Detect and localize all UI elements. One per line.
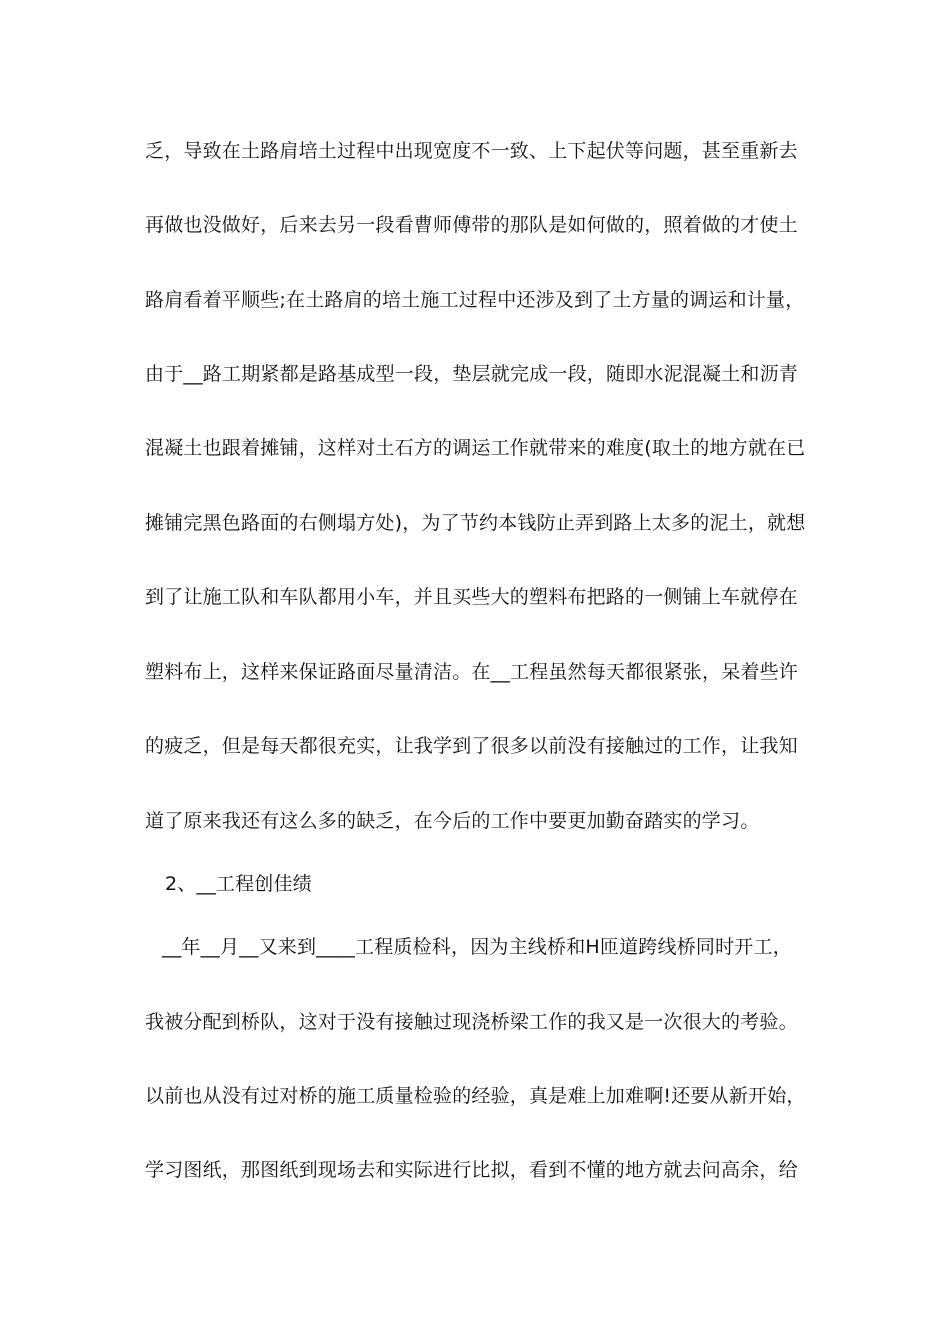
paragraph-line: 到了让施工队和车队都用小车，并且买些大的塑料布把路的一侧铺上车就停在	[145, 586, 798, 608]
paragraph-line: 路肩看着平顺些;在土路肩的培土施工过程中还涉及到了土方量的调运和计量，	[145, 289, 805, 311]
paragraph-line: 学习图纸，那图纸到现场去和实际进行比拟，看到不懂的地方就去问高余，给	[145, 1159, 798, 1181]
paragraph-line: 道了原来我还有这么多的缺乏，在今后的工作中要更加勤奋踏实的学习。	[145, 810, 760, 832]
paragraph-line: 摊铺完黑色路面的右侧塌方处)，为了节约本钱防止弄到路上太多的泥土，就想	[145, 512, 806, 534]
paragraph-line: 再做也没做好，后来去另一段看曹师傅带的那队是如何做的，照着做的才使土	[145, 214, 798, 236]
paragraph-line: 混凝土也跟着摊铺，这样对土石方的调运工作就带来的难度(取土的地方就在已	[145, 437, 806, 459]
paragraph-line: 以前也从没有过对桥的施工质量检验的经验，真是难上加难啊!还要从新开始，	[145, 1085, 806, 1107]
paragraph-line: 塑料布上，这样来保证路面尽量清洁。在__工程虽然每天都很紧张，呆着些许	[145, 661, 799, 683]
section-heading: 2、__工程创佳绩	[165, 873, 312, 895]
paragraph-line: 乏，导致在土路肩培土过程中出现宽度不一致、上下起伏等问题，甚至重新去	[145, 140, 798, 162]
paragraph-line: __年__月__又来到____工程质检科，因为主线桥和H匝道跨线桥同时开工，	[162, 936, 792, 958]
paragraph-line: 我被分配到桥队，这对于没有接触过现浇桥梁工作的我又是一次很大的考验。	[145, 1011, 798, 1033]
paragraph-line: 由于__路工期紧都是路基成型一段，垫层就完成一段，随即水泥混凝土和沥青	[145, 363, 799, 385]
paragraph-line: 的疲乏，但是每天都很充实，让我学到了很多以前没有接触过的工作，让我知	[145, 735, 798, 757]
